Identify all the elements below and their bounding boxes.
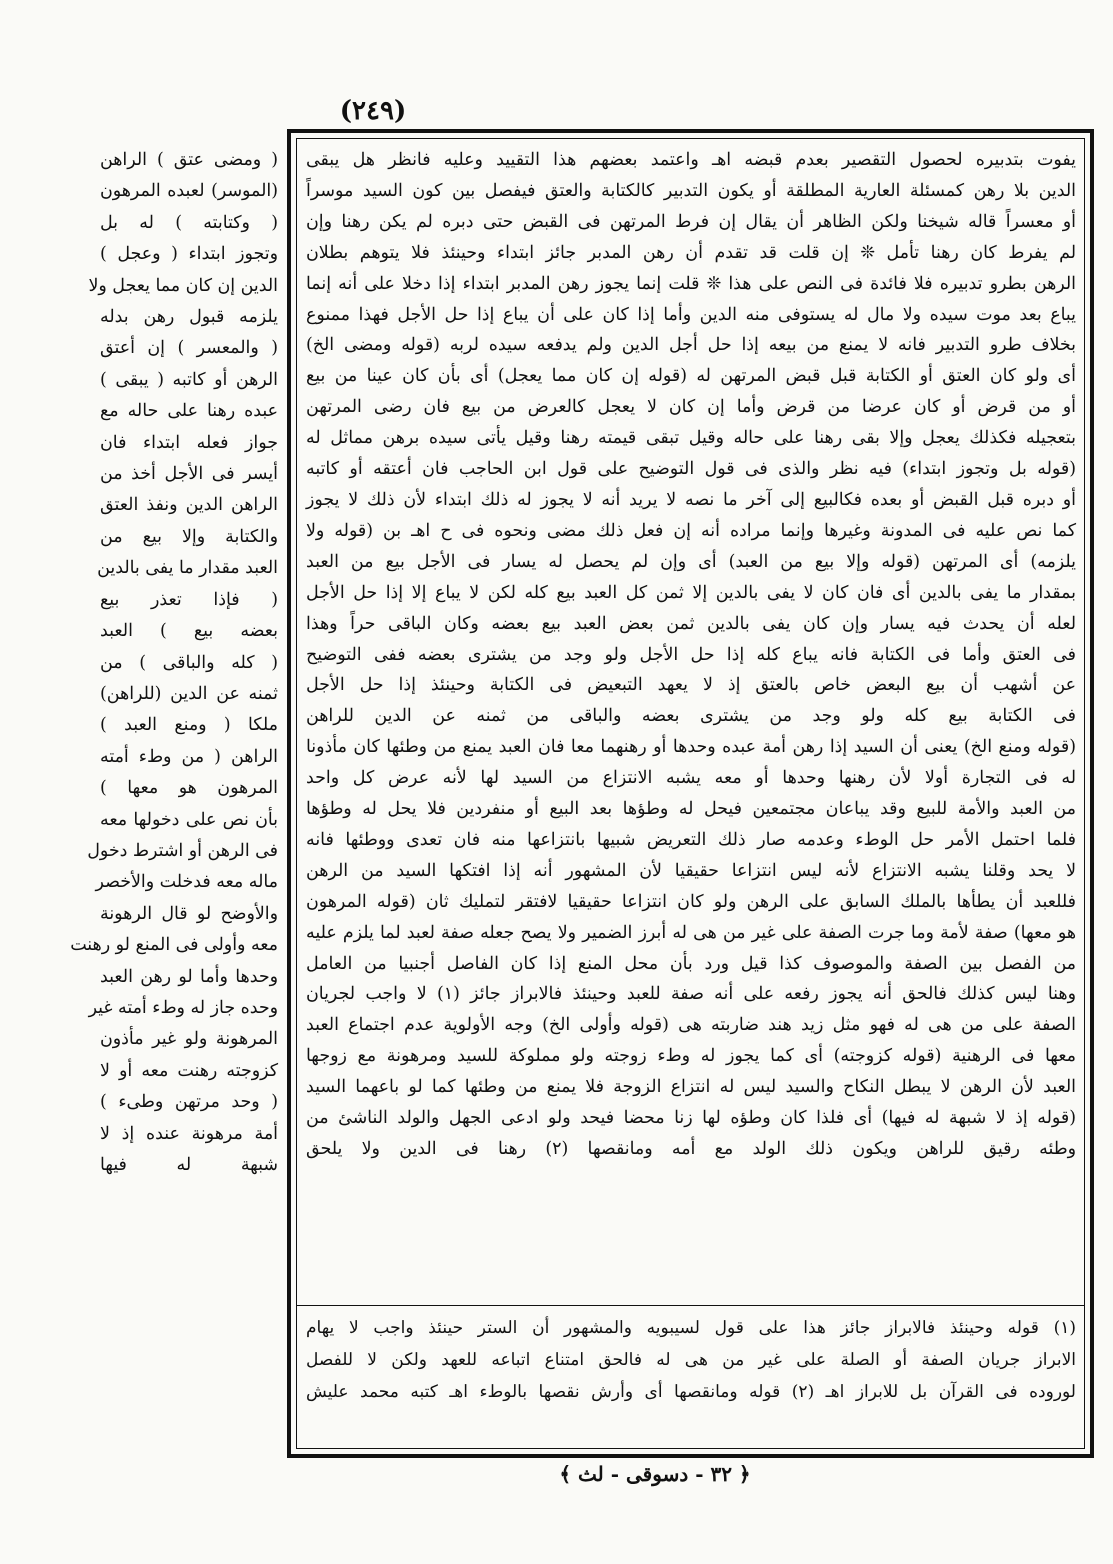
commentary-line: يفوت بتدبيره لحصول التقصير بعدم قبضه اهـ واعتمد بعضهم هذا التقييد وعليه فانظر هل يبقى: [306, 150, 1076, 170]
margin-line: بعضه بيع ) العبد: [100, 621, 278, 642]
commentary-line: يباع بعد موت سيده ولا مال له يستوفى منه الدين وأما إذا كان على أن يباع إذا حل الأجل فهذا ممنوع: [306, 304, 1076, 325]
margin-line: شبهة له فيها: [100, 1155, 278, 1175]
margin-line: جواز فعله ابتداء فان: [100, 432, 278, 453]
commentary-line: من العبد والأمة للبيع وقد يباعان مجتمعين فيحل له وطؤها بعد البيع أو منفردين فلا يحل له وطؤها: [306, 799, 1076, 820]
commentary-line: (قوله إذ لا شبهة له فيها) أى فلذا كان وطؤه لها زنا محضا فيحد ولو ادعى الجهل والولد الناشئ من: [306, 1108, 1076, 1129]
commentary-line: معها فى الرهنية (قوله كزوجته) أى كما يجوز له وطء زوجته ولو مملوكة للسيد ومرهونة مع زوجها: [306, 1046, 1076, 1067]
margin-line: المرهونة ولو غير مأذون: [100, 1029, 278, 1050]
margin-line: كزوجته رهنت معه أو لا: [100, 1060, 278, 1081]
margin-line: والكتابة وإلا بيع من: [100, 526, 278, 547]
commentary-line: له فى التجارة أولا لأن رهنها وحدها أو معه يشبه الانتزاع من السيد لها لأنه عرض كل واحد: [306, 768, 1076, 789]
commentary-line: (قوله بل وتجوز ابتداء) فيه نظر والذى فى قول التوضيح على قول ابن الحاجب فان أعتقه أو كاتبه: [306, 459, 1076, 480]
commentary-line: هو معها) صفة لأمة وما جرت الصفة على غير من هى له أبرز الضمير ولا يصح جعله صفة لعبد لما يلزم عليه: [306, 922, 1076, 943]
margin-line: بأن نص على دخولها معه: [100, 809, 278, 830]
commentary-line: أى ولو كان العتق أو الكتابة قبل قبض المرتهن له (قوله إن كان مما يعجل) أى بأن كان عينا من بيع: [306, 366, 1076, 387]
commentary-line: أو من قرض أو كان عرضا من قرض وأما إن كان لا يعجل كالعرض من بيع فان رضى المرتهن: [306, 397, 1076, 418]
margin-line: ( كله والباقى ) من: [100, 652, 278, 673]
commentary-line: الصفة على من هى له فهو مثل زيد هند ضاربته هى (قوله وأولى الخ) وجه الأولوية عدم اجتماع العبد: [306, 1015, 1076, 1036]
commentary-line: أو دبره قبل القبض أو بعده فكالبيع إلى آخر ما نصه لا يريد أنه لا يجوز له ذلك ابتداء لأن ذلك لا يجوز: [306, 489, 1076, 510]
margin-line: المرهون هو معها ): [100, 778, 278, 799]
margin-line: أمة مرهونة عنده إذ لا: [100, 1123, 278, 1144]
commentary-line: فى العتق وأما فى الكتابة فانه يباع كله إذا حل الأجل ولو وجد من يشترى بعضه ففى التوضيح: [306, 644, 1076, 665]
margin-line: ثمنه عن الدين (للراهن): [100, 683, 278, 704]
margin-line: ( فإذا تعذر بيع: [100, 589, 278, 610]
margin-line: وحدها وأما لو رهن العبد: [100, 966, 278, 987]
commentary-line: فللعبد أن يطأها بالملك السابق على الرهن ولو كان انتزاعا حقيقيا لافتقر لتمليك ثان (قوله المرهون: [306, 891, 1076, 912]
margin-line: الدين إن كان مما يعجل ولا: [88, 275, 278, 296]
commentary-line: بتعجيله فكذلك يعجل وإلا بقى رهنا على حاله وقيل تبقى قيمته رهنا وقيل يأتى سيده برهن مماثل له: [306, 428, 1076, 449]
commentary-line: فلما احتمل الأمر حل الوطء وعدمه صار ذلك التعريض شبيها بانتزاعها منه فان تعدى ووطئها فانه: [306, 829, 1076, 850]
margin-matn-text: [70, 145, 278, 1181]
main-commentary: [306, 145, 1076, 1463]
margin-line: معه وأولى فى المنع لو رهنت: [70, 935, 278, 956]
margin-line: الراهن ( من وطء أمته: [100, 746, 278, 767]
commentary-line: من الفصل بين الصفة والموصوف كذا قيل ورد بأن محل المنع إذا كان الفاصل أجنبيا من العامل: [306, 953, 1076, 974]
commentary-line: لعله أن يحدث فيه يسار وإن كان يفى بالدين ثمن بعض العبد بيع بعضه وكان الباقى حراً وهذا: [306, 613, 1076, 634]
margin-line: (الموسر) لعبده المرهون: [100, 181, 278, 202]
margin-line: ماله معه فدخلت والأخصر: [95, 872, 278, 893]
footnote-line: لوروده فى القرآن بل للابراز اهـ (٢) قوله ومانقصها أى وأرش نقصها بالوطء اهـ كتبه محمد عليش: [306, 1382, 1076, 1402]
margin-line: عبده رهنا على حاله مع: [100, 401, 278, 422]
margin-line: يلزمه قبول رهن بدله: [100, 307, 278, 328]
footer-signature: ﴿ ٣٢ - دسوقى - لث ﴾: [559, 1462, 751, 1486]
commentary-line: الرهن بطرو تدبيره فلا فائدة فى النص على هذا ❊ قلت إنما يجوز رهن المدبر ابتداء إذا دخلا على أنه إنما: [306, 273, 1076, 294]
margin-line: ( ومضى عتق ) الراهن: [100, 150, 278, 170]
footnote-line: (١) قوله وحينئذ فالابراز جائز هذا على قول لسيبويه والمشهور أن الستر حينئذ واجب لا يهام: [306, 1318, 1076, 1338]
commentary-line: أو معسراً قاله شيخنا ولكن الظاهر أن يقال إن فرط المرتهن فى القبض حتى دبره لم يكن رهنا وإن: [306, 211, 1076, 232]
commentary-line: يلزمه) أى المرتهن (قوله وإلا بيع من العبد) أى وإن لم يحصل له يسار فى الأجل بيع من العبد: [306, 551, 1076, 572]
commentary-line: عن أشهب أن بيع البعض خاص بالعتق إذ لا يعهد التبعيض فى الكتابة وحينئذ إذا حل الأجل: [306, 675, 1076, 696]
commentary-line: بمقدار ما يفى بالدين أى فان كان لا يفى بالدين إلا ثمن كل العبد بيع كله لكن لا يباع إلا إذا حل الأجل: [306, 582, 1076, 603]
margin-line: ( وحد مرتهن وطىء ): [100, 1092, 278, 1113]
margin-line: ( والمعسر ) إن أعتق: [100, 338, 278, 359]
footnote-divider: [296, 1305, 1085, 1306]
commentary-line: بخلاف طرو التدبير فانه لا يمنع من بيعه إذا حل أجل الدين ولم يدفعه سيده لربه (قوله ومضى الخ): [306, 335, 1076, 356]
margin-line: الرهن أو كاتبه ( يبقى ): [100, 369, 278, 390]
commentary-line: وطئه رقيق للراهن ويكون ذلك الولد مع أمه ومانقصها (٢) رهنا فى الدين ولا يلحق: [306, 1139, 1076, 1159]
commentary-line: فى الكتابة بيع كله ولو وجد من يشترى بعضه والباقى من ثمنه عن الدين للراهن: [306, 706, 1076, 727]
commentary-line: كما نص عليه فى المدونة وغيرها وإنما مراده أنه إن فعل ذلك مضى ونحوه فى ح اهـ بن (قوله ولا: [306, 520, 1076, 541]
margin-line: وحده جاز له وطء أمته غير: [88, 997, 278, 1018]
margin-line: ( وكتابته ) له بل: [100, 212, 278, 233]
commentary-line: وهنا ليس كذلك فالحق أنه يجوز رفعه على أنه صفة للعبد وحينئذ فالابراز جائز (١) لا واجب لجريان: [306, 984, 1076, 1005]
footnote-line: الابراز جريان الصفة أو الصلة على غير من هى له فالحق امتناع اتباعه للعهد ولكن لا للفصل: [306, 1350, 1076, 1370]
margin-line: أيسر فى الأجل أخذ من: [100, 464, 278, 485]
footnotes: [306, 1312, 1076, 1408]
margin-line: الراهن الدين ونفذ العتق: [100, 495, 278, 516]
margin-line: ملكا ( ومنع العبد ): [100, 715, 278, 736]
page-number: (٢٤٩): [339, 96, 407, 126]
commentary-line: لم يفرط كان رهنا تأمل ❊ إن قلت قد تقدم أن رهن المدبر جائز ابتداء وحينئذ فلا يتوهم بطلان: [306, 242, 1076, 263]
margin-line: وتجوز ابتداء ( وعجل ): [100, 244, 278, 265]
commentary-line: الدين بلا رهن كمسئلة العارية المطلقة أو يكون التدبير كالكتابة والعتق فيفصل بين كون السيد موسراً: [306, 180, 1076, 201]
commentary-line: العبد لأن الرهن لا يبطل النكاح والسيد ليس له انتزاع الزوجة فلا يمنع من وطئها كما لو باعهما السيد: [306, 1077, 1076, 1098]
margin-line: العبد مقدار ما يفى بالدين: [97, 558, 278, 579]
margin-line: فى الرهن أو اشترط دخول: [87, 840, 278, 861]
margin-line: والأوضح لو قال الرهونة: [100, 903, 278, 924]
commentary-line: (قوله ومنع الخ) يعنى أن السيد إذا رهن أمة عبده وحدها أو رهنهما معا فان العبد يمنع من وطئها كان مأذونا: [306, 737, 1076, 758]
commentary-line: لا يحد وقلنا يشبه الانتزاع لأنه ليس انتزاعا حقيقيا لأن المشهور أنه إذا افتكها السيد من الرهن: [306, 860, 1076, 881]
